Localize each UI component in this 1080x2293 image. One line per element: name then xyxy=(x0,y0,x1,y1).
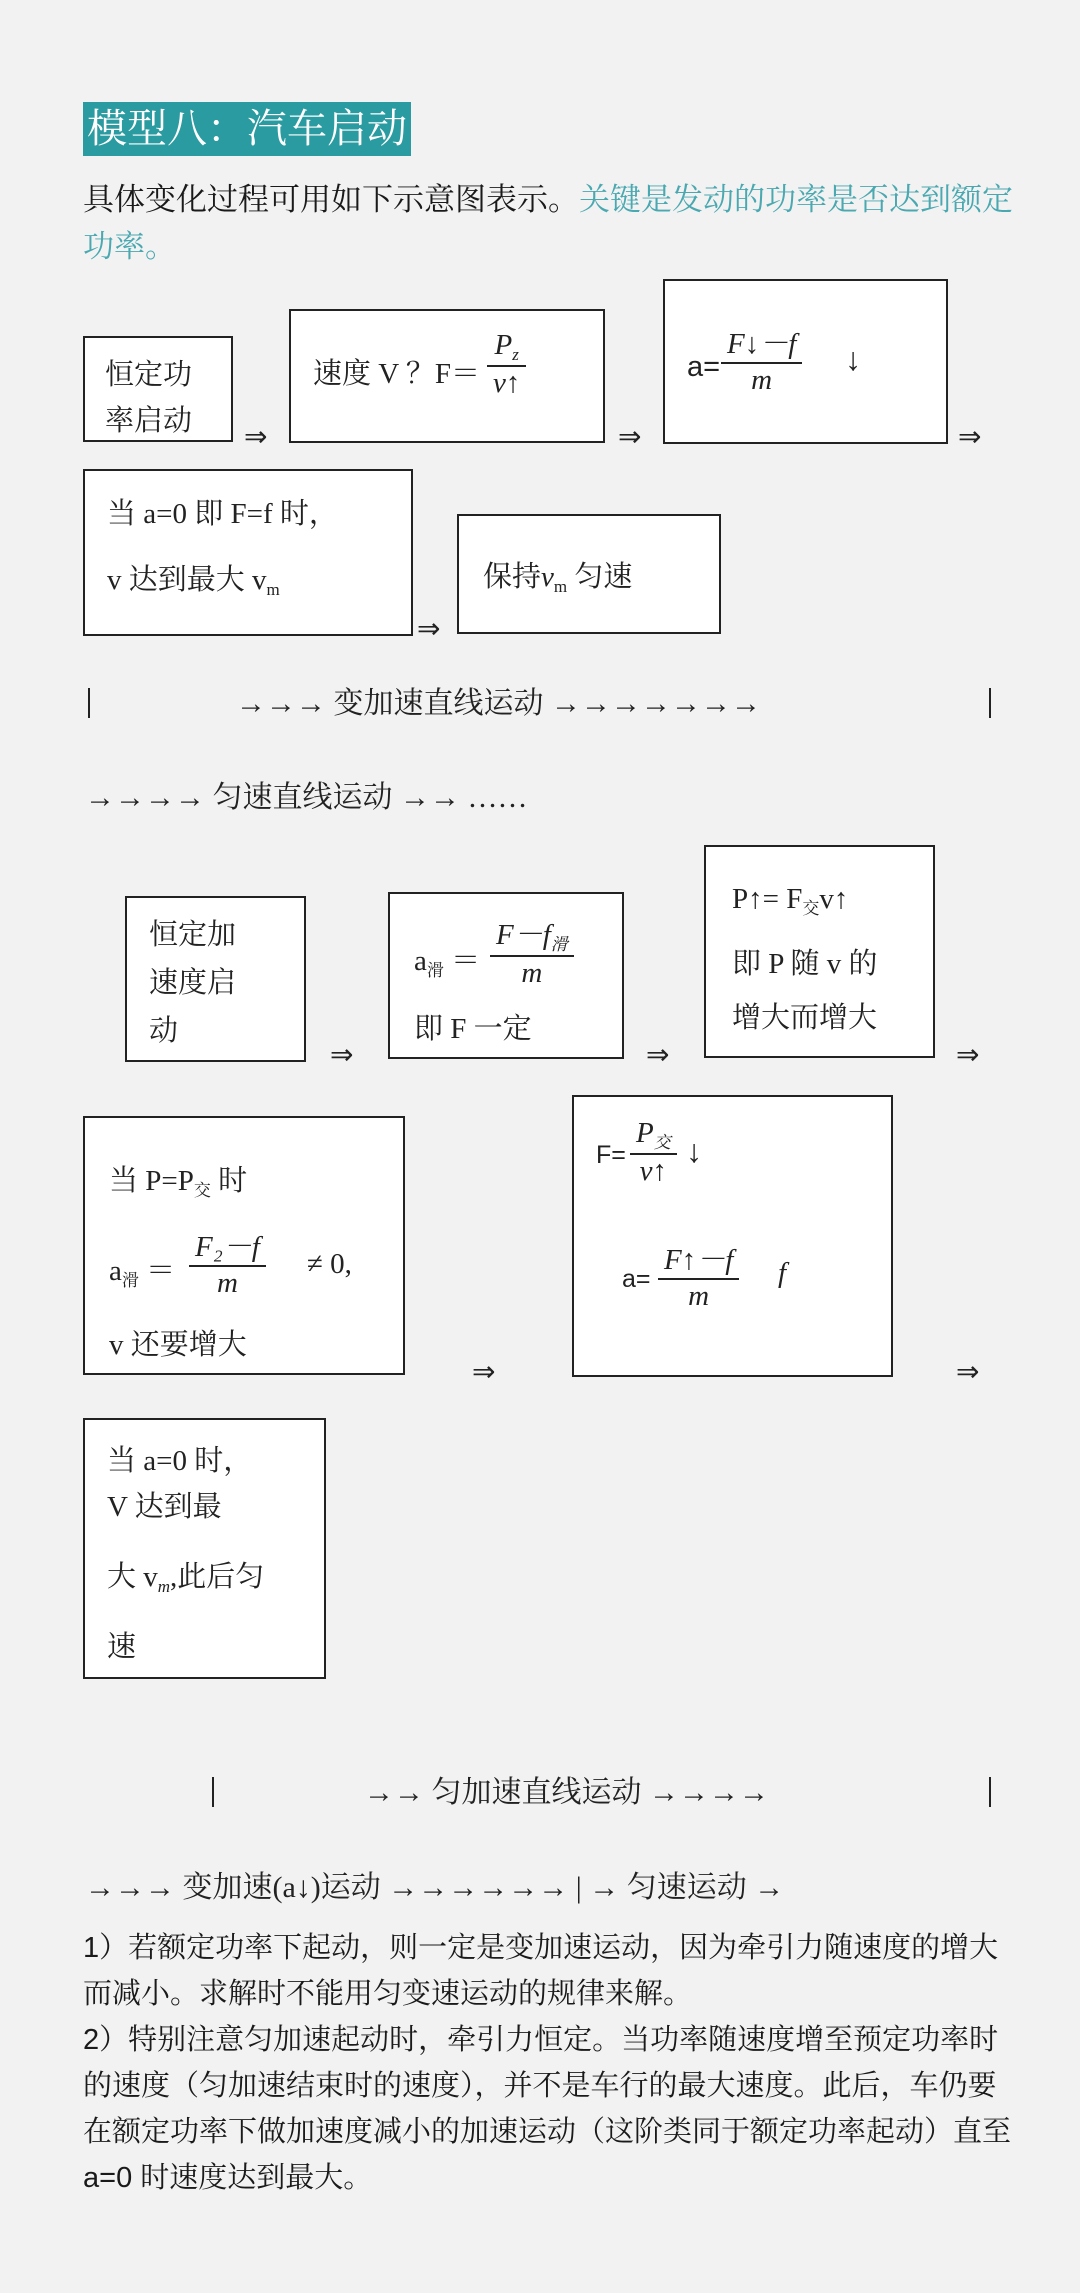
p2-rated-l3: v 还要增大 xyxy=(109,1329,247,1361)
p1-box-keep xyxy=(457,514,721,634)
p1-accel-num: F↓－f xyxy=(721,321,802,364)
p2-force-num-sub: 交 xyxy=(653,1133,671,1152)
p2-force-tail: ↓ xyxy=(686,1133,702,1169)
p2-box-force xyxy=(572,1095,893,1377)
p1-max-l1: 当 a=0 即 F=f 时， xyxy=(107,498,338,530)
p2-max-l1: 当 a=0 时， xyxy=(107,1445,253,1477)
p2-force-a-fraction xyxy=(658,1237,739,1313)
p1-accel-prefix: a= xyxy=(687,351,721,383)
p1-max-l2-text: v 达到最大 v xyxy=(107,564,267,596)
p2-max-l2: V 达到最 xyxy=(107,1491,222,1523)
p1-accel-suffix: ↓ xyxy=(845,341,861,377)
note-2: 2）特别注意匀加速起动时，牵引力恒定。当功率随速度增至预定功率时的速度（匀加速结束时的速度），并不是车行的最大速度。此后，车仍要在额定功率下做加速度减小的加速运动（这阶类同于额定功率起动）直至 a=0 时速度达到最大。 xyxy=(83,2024,1012,2194)
p2-force-num: P xyxy=(636,1117,654,1149)
p2-power-l1-post: v↑ xyxy=(819,883,849,915)
p1-box-accel xyxy=(663,279,948,444)
p2-rated-a: $a_滑$ ＝ xyxy=(109,1255,176,1290)
p2-rated-den: m xyxy=(216,1267,238,1299)
p2-rated-l1 xyxy=(109,1158,247,1201)
p2-flow-uniform-accel: →→ 匀加速直线运动 →→→→ xyxy=(364,1776,769,1809)
arrow-symbol: ⇒ xyxy=(244,420,268,453)
p1-max-l2-sub: m xyxy=(266,580,280,599)
p1-flow-variable-accel: →→→ 变加速直线运动 →→→→→→→ xyxy=(236,687,761,720)
p2-flow-variable-accel: →→→ 变加速(a↓)运动 →→→→→→ | → 匀速运动 → xyxy=(85,1871,785,1904)
p2-constf-a-sub: 滑 xyxy=(426,961,444,980)
arrow-symbol: ⇒ xyxy=(956,1038,980,1071)
p2-force-a-tail: f xyxy=(778,1257,787,1289)
p2-rated-l1-sub: 交 xyxy=(193,1181,211,1200)
p1-accel-fraction xyxy=(721,321,802,397)
p1-box-start-l2: 率启动 xyxy=(105,405,193,437)
p1-box-max xyxy=(83,469,413,636)
p2-rated-l1-post: 时 xyxy=(210,1165,248,1197)
p2-max-l3-text: 大 v xyxy=(107,1561,158,1593)
p2-force-den: v↑ xyxy=(639,1155,668,1187)
p2-max-l3-sub: m xyxy=(157,1577,171,1596)
bracket-bar xyxy=(212,1777,214,1807)
p2-box-rated xyxy=(83,1116,405,1375)
p2-start-l3: 动 xyxy=(149,1015,179,1047)
p1-accel-den: m xyxy=(751,364,773,396)
p2-constf-a: a xyxy=(414,945,427,977)
p2-force-a-den: m xyxy=(688,1280,710,1312)
p2-box-start xyxy=(125,896,306,1062)
p2-constf-den: m xyxy=(521,957,543,989)
p2-constf-fraction xyxy=(490,912,574,990)
p2-max-l3-post: ,此后匀 xyxy=(170,1561,265,1593)
p1-box-start-l1: 恒定功 xyxy=(105,359,193,391)
arrow-symbol: ⇒ xyxy=(958,420,982,453)
p2-power-l2: 即 P 随 v 的 xyxy=(732,948,878,980)
arrow-symbol: ⇒ xyxy=(330,1038,354,1071)
p2-start-l2: 速度启 xyxy=(149,967,237,999)
p1-keep-v: v xyxy=(541,561,554,593)
p2-start-l1: 恒定加 xyxy=(149,919,237,951)
p2-power-l1 xyxy=(732,883,848,919)
p2-constf-num: F－f xyxy=(496,919,551,951)
p2-constf-l2: 即 F 一定 xyxy=(414,1013,532,1045)
p1-keep-text xyxy=(483,554,632,597)
p2-force-prefix: F= xyxy=(596,1141,626,1169)
notes xyxy=(83,1925,1013,2201)
p2-power-l1-sub: 交 xyxy=(802,899,820,918)
p2-max-l4: 速 xyxy=(107,1631,137,1663)
p2-box-max xyxy=(83,1418,326,1679)
note-1: 1）若额定功率下起动，则一定是变加速运动，因为牵引力随速度的增大而减小。求解时不能用匀变速运动的规律来解。 xyxy=(83,1932,999,2010)
bracket-bar xyxy=(88,688,90,718)
p1-keep-pre: 保持 xyxy=(483,561,542,593)
p1-box-speed xyxy=(289,309,605,443)
arrow-symbol: ⇒ xyxy=(646,1038,670,1071)
p1-speed-den: v↑ xyxy=(493,367,521,399)
p2-max-l3 xyxy=(107,1554,264,1597)
bracket-bar xyxy=(989,688,991,718)
intro-plain: 具体变化过程可用如下示意图表示。 xyxy=(83,182,579,217)
p1-speed-num: P xyxy=(494,329,513,361)
section-title: 模型八：汽车启动 xyxy=(83,102,411,156)
p2-rated-a-text: a xyxy=(109,1255,122,1287)
arrow-symbol: ⇒ xyxy=(956,1355,980,1388)
p2-rated-fraction xyxy=(189,1224,266,1300)
p2-constf-num-sub: 滑 xyxy=(550,935,568,954)
p1-speed-num-sub: z xyxy=(512,345,519,364)
p2-constf-eq: ＝ xyxy=(451,945,481,977)
arrow-symbol: ⇒ xyxy=(417,612,441,645)
p2-rated-a-sub: 滑 xyxy=(121,1271,139,1290)
intro-text xyxy=(83,176,1013,270)
bracket-bar xyxy=(989,1777,991,1807)
intro-highlight: 关键是发动的功率是否达到额定功率。 xyxy=(83,182,1013,264)
p2-rated-l1-text: 当 P=P xyxy=(109,1165,194,1197)
p1-max-l2 xyxy=(107,557,280,600)
p1-keep-post: 匀速 xyxy=(567,561,633,593)
p2-box-const-f xyxy=(388,892,624,1059)
p2-rated-tail: ≠ 0, xyxy=(307,1248,352,1280)
arrow-symbol: ⇒ xyxy=(472,1355,496,1388)
p1-keep-sub: m xyxy=(553,577,568,596)
p2-rated-num: F₂－f xyxy=(189,1224,266,1267)
p1-box-start xyxy=(83,336,233,442)
p1-flow-uniform: →→→→ 匀速直线运动 →→ …… xyxy=(85,781,528,814)
p1-speed-text: 速度 V ？F＝ xyxy=(313,358,481,390)
p2-power-l3: 增大而增大 xyxy=(732,1002,878,1034)
p2-power-l1-text: P↑= F xyxy=(732,883,803,915)
p2-constf-lhs xyxy=(414,938,480,981)
p2-force-a-num: F↑－f xyxy=(658,1237,739,1280)
p1-speed-fraction xyxy=(487,329,526,400)
p2-force-fraction xyxy=(630,1117,677,1188)
p2-box-power-rise xyxy=(704,845,935,1058)
p2-force-a-prefix: a= xyxy=(622,1265,651,1293)
arrow-symbol: ⇒ xyxy=(618,420,642,453)
